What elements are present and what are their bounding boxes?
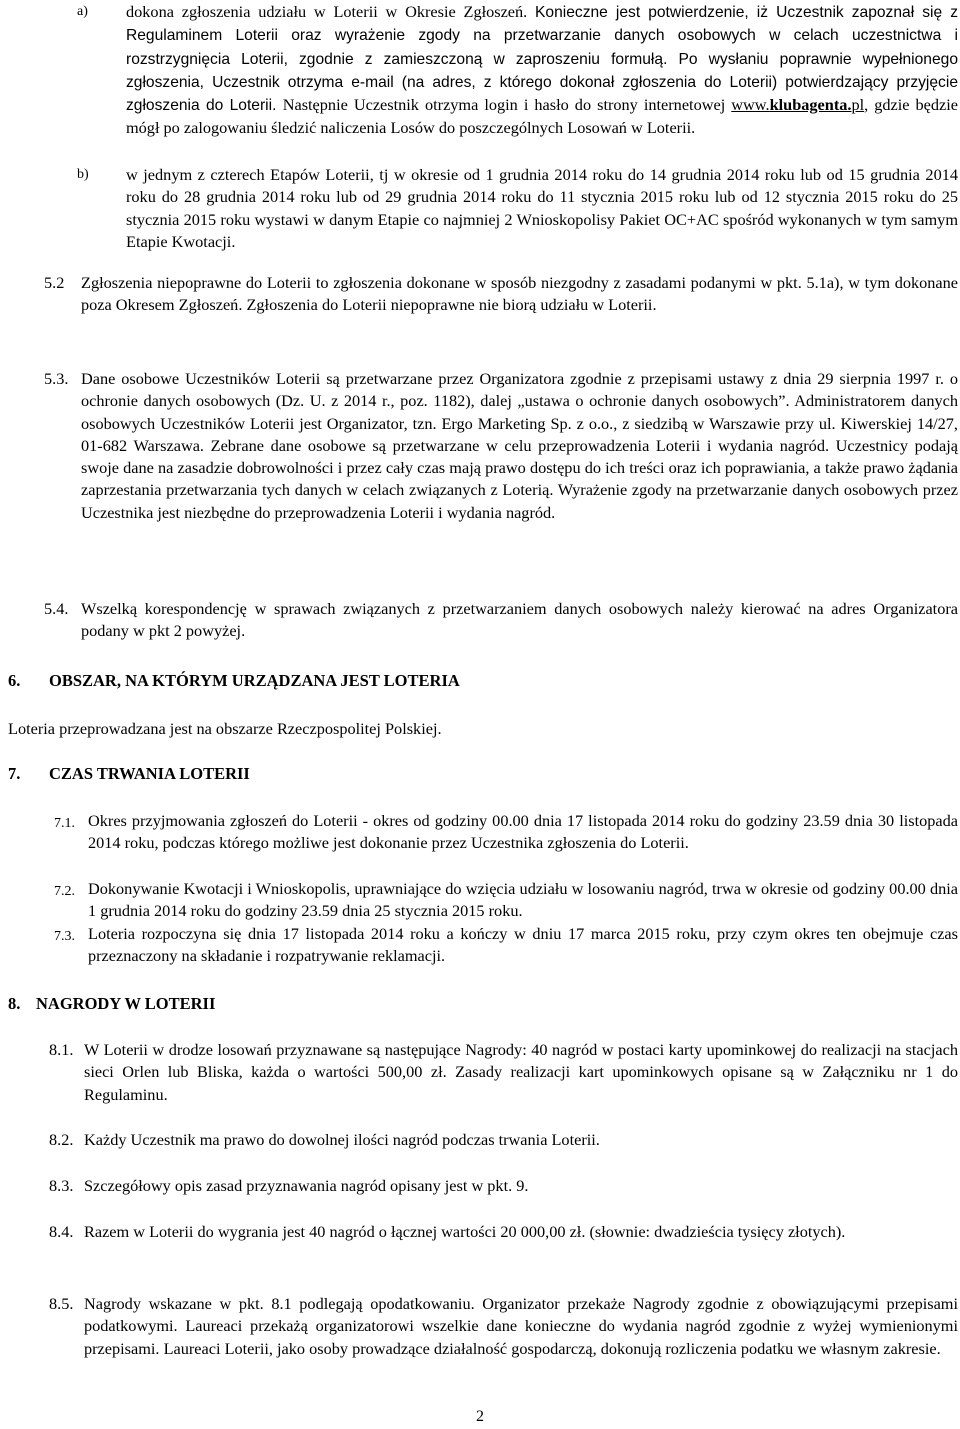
section-8-5-text: Nagrody wskazane w pkt. 8.1 podlegają opodatkowaniu. Organizator przekaże Nagrody zgodnie z obowiązującymi przepisami podatkowymi. Laureaci przekażą organizatorowi wszelkie dane konieczne do wydania nagród zgodnie z wyżej wymienionymi przepisami. Laureaci Loterii, jako osoby prowadzące działalność gospodarczą, dokonują rozliczenia podatku we własnym zakresie. [84, 1294, 958, 1358]
section-number-8-2: 8.2. [49, 1130, 74, 1149]
website-link-part1[interactable]: www. [731, 95, 770, 115]
list-item-a-part3: Następnie Uczestnik otrzyma login i hasło do strony internetowej [282, 95, 732, 115]
heading-6-number: 6. [8, 671, 21, 690]
section-8-4-text: Razem w Loterii do wygrania jest 40 nagród o łącznej wartości 20 000,00 zł. (słownie: dwadzieścia tysięcy złotych). [84, 1222, 846, 1241]
section-number-5-2: 5.2 [44, 273, 65, 292]
page-number: 2 [476, 1408, 484, 1425]
heading-7-number: 7. [8, 764, 21, 783]
heading-7-title: CZAS TRWANIA LOTERII [49, 764, 250, 783]
list-marker-b: b) [77, 167, 89, 182]
section-number-7-3: 7.3. [54, 929, 75, 944]
section-number-8-3: 8.3. [49, 1176, 74, 1195]
list-item-a-part2: Konieczne jest potwierdzenie, iż Uczestnik zapoznał się z Regulaminem Loterii oraz wyrażenie zgody na przetwarzanie danych osobowych w celach uczestnictwa i rozstrzygnięcia Loterii, zgodnie z zamieszczoną w zaproszeniu formułą. Po wysłaniu poprawnie wypełnionego zgłoszenia, Uczestnik otrzyma e-mail (na adres, z którego dokonał zgłoszenia do Loterii) potwierdzający przyjęcie zgłoszenia do Loterii. [126, 4, 958, 115]
section-number-8-5: 8.5. [49, 1294, 74, 1313]
section-number-7-2: 7.2. [54, 884, 75, 899]
section-7-1-text: Okres przyjmowania zgłoszeń do Loterii - okres od godziny 00.00 dnia 17 listopada 2014 roku do godziny 23.59 dnia 30 listopada 2014 roku, podczas którego możliwe jest dokonanie przez Uczestnika zgłoszenia do Loterii. [88, 811, 958, 853]
section-8-3-text: Szczegółowy opis zasad przyznawania nagród opisany jest w pkt. 9. [84, 1176, 529, 1195]
list-item-b: w jednym z czterech Etapów Loterii, tj w okresie od 1 grudnia 2014 roku do 14 grudnia 2014 roku lub od 15 grudnia 2014 roku do 28 grudnia 2014 roku lub od 29 grudnia 2014 roku do 11 stycznia 2015 roku lub od 12 stycznia 2015 roku do 25 stycznia 2015 roku wystawi w danym Etapie co najmniej 2 Wnioskopolisy Pakiet OC+AC spośród wykonanych w tym samym Etapie Kwotacji. [126, 165, 958, 251]
section-7-2-text: Dokonywanie Kwotacji i Wnioskopolis, uprawniające do wzięcia udziału w losowaniu nagród, trwa w okresie od godziny 00.00 dnia 1 grudnia 2014 roku do godziny 23.59 dnia 25 stycznia 2015 roku. [88, 879, 958, 921]
section-8-1-text: W Loterii w drodze losowań przyznawane są następujące Nagrody: 40 nagród w postaci karty upominkowej do realizacji na stacjach sieci Orlen lub Bliska, każda o wartości 500,00 zł. Zasady realizacji kart upominkowych opisane są w Załączniku nr 1 do Regulaminu. [84, 1040, 958, 1104]
heading-6-title: OBSZAR, NA KTÓRYM URZĄDZANA JEST LOTERIA [49, 671, 460, 690]
list-item-a [126, 1, 958, 140]
list-item-a-part1: dokona zgłoszenia udziału w Loterii w Okresie Zgłoszeń. [126, 2, 536, 21]
website-link-part2[interactable]: klubagenta. [769, 95, 852, 115]
heading-8-number: 8. [8, 994, 21, 1013]
section-number-8-4: 8.4. [49, 1222, 74, 1241]
section-number-5-3: 5.3. [44, 369, 69, 388]
list-marker-a: a) [77, 4, 88, 19]
section-5-2-text: Zgłoszenia niepoprawne do Loterii to zgłoszenia dokonane w sposób niezgodny z zasadami podanymi w pkt. 5.1a), w tym dokonane poza Okresem Zgłoszeń. Zgłoszenia do Loterii niepoprawne nie biorą udziału w Loterii. [81, 273, 958, 315]
section-7-3-text: Loteria rozpoczyna się dnia 17 listopada 2014 roku a kończy w dniu 17 marca 2015 roku, przy czym okres ten obejmuje czas przeznaczony na składanie i rozpatrywanie reklamacji. [88, 924, 958, 966]
section-number-5-4: 5.4. [44, 599, 69, 618]
section-number-8-1: 8.1. [49, 1040, 74, 1059]
section-5-4-text: Wszelką korespondencję w sprawach związanych z przetwarzaniem danych osobowych należy kierować na adres Organizatora podany w pkt 2 powyżej. [81, 599, 958, 641]
section-5-3-text: Dane osobowe Uczestników Loterii są przetwarzane przez Organizatora zgodnie z przepisami ustawy z dnia 29 sierpnia 1997 r. o ochronie danych osobowych (Dz. U. z 2014 r., poz. 1182), dalej „ustawa o ochronie danych osobowych”. Administratorem danych osobowych Uczestników Loterii jest Organizator, tzn. Ergo Marketing Sp. z o.o., z siedzibą w Warszawie przy ul. Kiwerskiej 14/27, 01-682 Warszawa. Zebrane dane osobowe są przetwarzane w celu przeprowadzenia Loterii i wydania nagród. Uczestnicy podają swoje dane na zasadzie dobrowolności i przez cały czas mają prawo dostępu do ich treści oraz ich poprawiania, a także prawo żądania zaprzestania przetwarzania tych danych w celach związanych z Loterią. Wyrażenie zgody na przetwarzanie danych osobowych przez Uczestnika jest niezbędne do przeprowadzenia Loterii i wydania nagród. [81, 369, 958, 522]
section-6-text: Loteria przeprowadzana jest na obszarze Rzeczpospolitej Polskiej. [8, 719, 442, 738]
section-number-7-1: 7.1. [54, 816, 75, 831]
list-item-a-part4: , gdzie będzie mógł po zalogowaniu śledzić naliczenia Losów do poszczególnych Losowań w Loterii. [126, 95, 958, 138]
website-link-part3[interactable]: pl [851, 95, 865, 115]
section-8-2-text: Każdy Uczestnik ma prawo do dowolnej ilości nagród podczas trwania Loterii. [84, 1130, 600, 1149]
heading-8-title: NAGRODY W LOTERII [36, 994, 216, 1013]
